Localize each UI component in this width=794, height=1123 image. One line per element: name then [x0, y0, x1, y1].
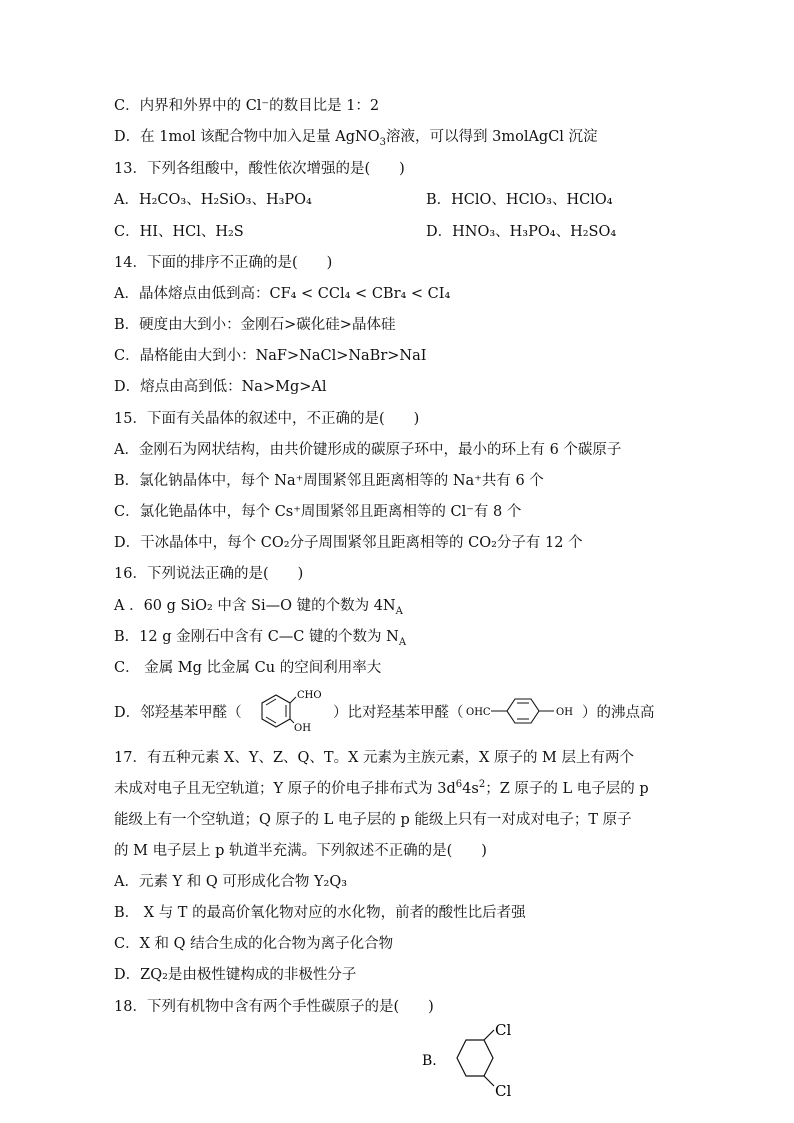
q17-stem-line-2-superscript-2: 2 — [478, 779, 486, 791]
q17-stem-line-2-text-2: 4s — [462, 781, 479, 797]
q16-option-c: C． 金属 Mg 比金属 Cu 的空间利用率大 — [114, 660, 382, 676]
q17-stem-line-2-text-3: ；Z 原子的 L 电子层的 p — [485, 781, 649, 797]
para-oh-label: OH — [556, 707, 573, 718]
q16-option-b-text: B．12 g 金刚石中含有 C—C 键的个数为 N — [114, 629, 399, 645]
q17-stem-line-4: 的 M 电子层上 p 轨道半充满。下列叙述不正确的是( ) — [114, 843, 487, 859]
ortho-oh-label: OH — [294, 723, 311, 733]
q12-option-d — [114, 127, 598, 147]
q17-option-c: C．X 和 Q 结合生成的化合物为离子化合物 — [114, 936, 394, 952]
q14-option-c: C．晶格能由大到小：NaF>NaCl>NaBr>NaI — [114, 348, 427, 364]
q15-option-a: A．金刚石为网状结构，由共价键形成的碳原子环中，最小的环上有 6 个碳原子 — [114, 442, 622, 458]
q14-stem: 14．下面的排序不正确的是( ) — [114, 255, 333, 271]
q16-option-d-text-2: ）比对羟基苯甲醛（ — [333, 705, 464, 721]
ortho-hydroxybenzaldehyde-structure — [250, 685, 332, 733]
q16-option-d-text-3: ）的沸点高 — [582, 705, 655, 721]
q17-stem-line-2-text-1: 未成对电子且无空轨道；Y 原子的价电子排布式为 3d — [114, 781, 456, 797]
q17-stem-line-2-superscript-1: 6 — [455, 779, 463, 791]
q14-option-b: B．硬度由大到小：金刚石>碳化硅>晶体硅 — [114, 317, 396, 333]
q12-option-d-text-1: D．在 1mol 该配合物中加入足量 AgNO — [114, 129, 380, 145]
q17-option-a: A．元素 Y 和 Q 可形成化合物 Y₂Q₃ — [114, 874, 348, 890]
q15-option-d: D．干冰晶体中，每个 CO₂分子周围紧邻且距离相等的 CO₂分子有 12 个 — [114, 535, 583, 551]
q17-option-d: D．ZQ₂是由极性键构成的非极性分子 — [114, 967, 357, 983]
q18b-cl-top-label: Cl — [495, 1021, 512, 1039]
q14-option-d: D．熔点由高到低：Na>Mg>Al — [114, 379, 327, 395]
para-cho-label: OHC — [466, 707, 491, 718]
q18-option-b-label: B. — [422, 1053, 437, 1069]
q14-option-a: A．晶体熔点由低到高：CF₄ < CCl₄ < CBr₄ < CI₄ — [114, 286, 451, 302]
para-hydroxybenzaldehyde-structure — [466, 696, 586, 728]
q13-option-b: B．HClO、HClO₃、HClO₄ — [426, 192, 613, 208]
dichlorocyclohexane-structure — [418, 1018, 538, 1100]
q15-option-b: B．氯化钠晶体中，每个 Na⁺周围紧邻且距离相等的 Na⁺共有 6 个 — [114, 473, 544, 489]
q13-option-d: D．HNO₃、H₃PO₄、H₂SO₄ — [426, 224, 617, 240]
ortho-cho-label: CHO — [297, 690, 322, 701]
q17-stem-line-3: 能级上有一个空轨道；Q 原子的 L 电子层的 p 能级上只有一对成对电子；T 原子 — [114, 812, 632, 828]
q15-stem: 15．下面有关晶体的叙述中，不正确的是( ) — [114, 411, 420, 427]
q13-option-c: C．HI、HCl、H₂S — [114, 224, 244, 240]
q16-stem: 16．下列说法正确的是( ) — [114, 566, 304, 582]
q16-option-a-text: A ．60 g SiO₂ 中含 Si—O 键的个数为 4N — [114, 598, 396, 614]
q16-option-a — [114, 596, 403, 616]
q16-option-b — [114, 627, 406, 647]
q15-option-c: C．氯化铯晶体中，每个 Cs⁺周围紧邻且距离相等的 Cl⁻有 8 个 — [114, 504, 522, 520]
q12-option-d-subscript: 3 — [379, 136, 386, 148]
q18-stem: 18．下列有机物中含有两个手性碳原子的是( ) — [114, 999, 434, 1015]
q17-stem-line-1: 17．有五种元素 X、Y、Z、Q、T。X 元素为主族元素，X 原子的 M 层上有两个 — [114, 750, 635, 766]
q16-option-a-subscript: A — [395, 605, 403, 617]
q12-option-c: C．内界和外界中的 Cl⁻的数目比是 1：2 — [114, 98, 380, 114]
q13-option-a: A．H₂CO₃、H₂SiO₃、H₃PO₄ — [114, 192, 312, 208]
q12-option-d-text-2: 溶液，可以得到 3molAgCl 沉淀 — [386, 129, 598, 145]
q16-option-d-text-1: D．邻羟基苯甲醛（ — [114, 705, 242, 721]
q17-option-b: B． X 与 T 的最高价氧化物对应的水化物，前者的酸性比后者强 — [114, 905, 526, 921]
q18b-cl-bottom-label: Cl — [495, 1082, 512, 1100]
q17-stem-line-2 — [114, 779, 649, 799]
q13-stem: 13．下列各组酸中，酸性依次增强的是( ) — [114, 161, 405, 177]
q16-option-b-subscript: A — [398, 636, 407, 648]
